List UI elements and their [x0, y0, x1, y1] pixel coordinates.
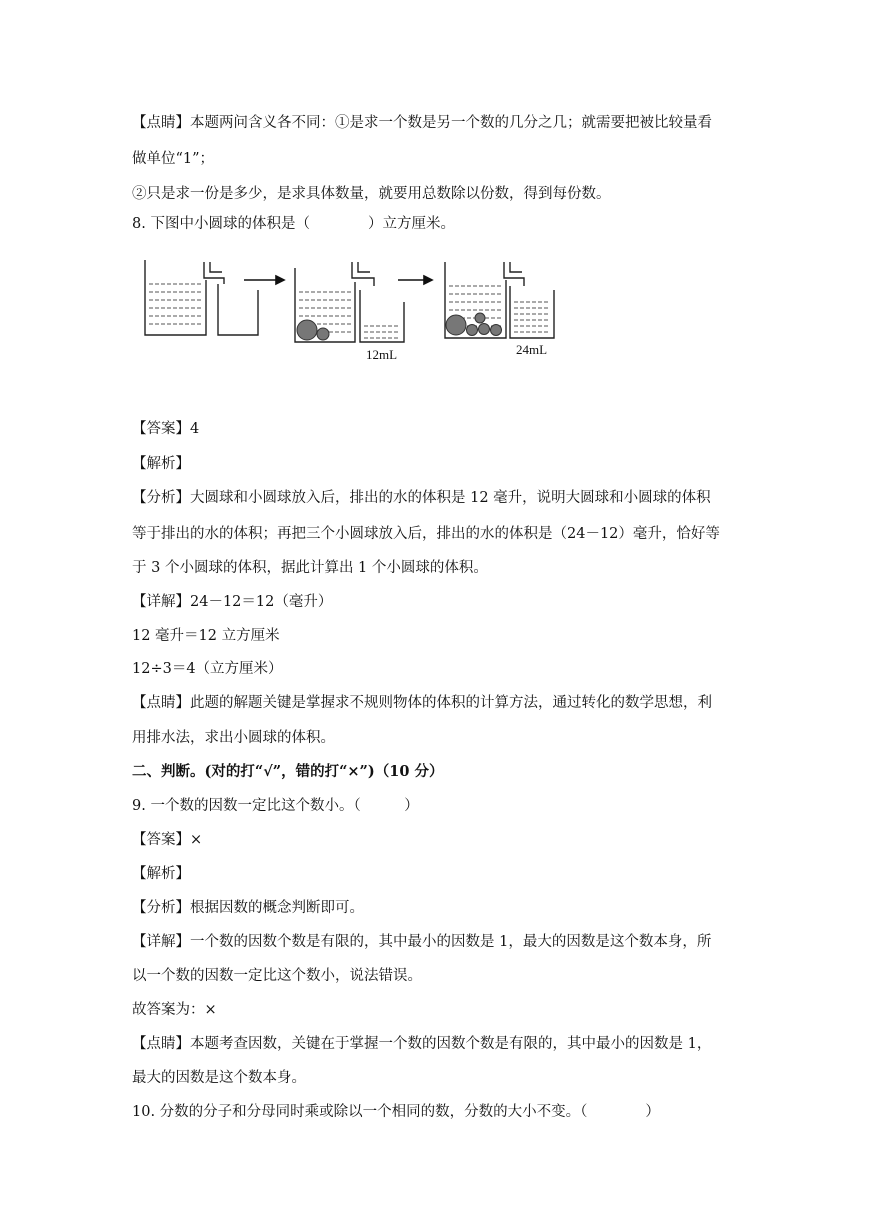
fenxi-9: 【分析】根据因数的概念判断即可。: [132, 900, 364, 916]
question-10: 10. 分数的分子和分母同时乘或除以一个相同的数，分数的大小不变。（ ）: [132, 1104, 660, 1120]
water-displacement-figure: [140, 250, 570, 370]
spout-1-inner: [210, 262, 222, 272]
answer-9-conclusion: 故答案为：×: [132, 1002, 217, 1018]
spout-3-inner: [510, 262, 522, 272]
big-ball-3: [446, 315, 466, 335]
question-8: 8. 下图中小圆球的体积是（ ）立方厘米。: [132, 216, 455, 232]
dianjing-8-line-1: 【点睛】此题的解题关键是掌握求不规则物体的体积的计算方法，通过转化的数学思想，利: [132, 695, 712, 711]
figure-label-24ml: 24mL: [516, 342, 548, 357]
figure-label-12ml: 12mL: [366, 347, 398, 362]
dianjing-line-3: ②只是求一份是多少，是求具体数量，就要用总数除以份数，得到每份数。: [132, 186, 611, 202]
section-2-heading: 二、判断。(对的打“√”，错的打“×”)（10 分）: [132, 763, 444, 780]
small-ball-3b: [479, 324, 490, 335]
spout-3: [504, 262, 524, 286]
jiexi-8: 【解析】: [132, 456, 190, 472]
dianjing-9-line-2: 最大的因数是这个数本身。: [132, 1070, 306, 1086]
dianjing-8-line-2: 用排水法，求出小圆球的体积。: [132, 730, 335, 746]
small-ball-3a: [467, 325, 478, 336]
dianjing-9-line-1: 【点睛】本题考查因数，关键在于掌握一个数的因数个数是有限的，其中最小的因数是 1，: [132, 1036, 712, 1052]
xiangjie-8-line-1: 【详解】24－12＝12（毫升）: [132, 594, 333, 610]
answer-9: 【答案】×: [132, 832, 203, 848]
figure-svg: [140, 250, 570, 370]
small-ball-3c: [475, 313, 485, 323]
dianjing-line-2: 做单位“1”；: [132, 151, 215, 167]
fenxi-8-line-2: 等于排出的水的体积；再把三个小圆球放入后，排出的水的体积是（24－12）毫升，恰好等: [132, 526, 720, 542]
beaker-2: [360, 290, 404, 342]
xiangjie-9-line-1: 【详解】一个数的因数个数是有限的，其中最小的因数是 1，最大的因数是这个数本身，所: [132, 934, 712, 950]
dianjing-line-1: 【点睛】本题两问含义各不同：①是求一个数是另一个数的几分之几；就需要把被比较量看: [132, 115, 712, 131]
arrow-1-head: [276, 276, 284, 284]
beaker-3: [510, 286, 554, 338]
jiexi-9: 【解析】: [132, 866, 190, 882]
beaker-1: [218, 284, 258, 335]
answer-8: 【答案】4: [132, 421, 200, 437]
big-ball-2: [297, 320, 317, 340]
small-ball-2: [317, 328, 329, 340]
spout-2-inner: [358, 262, 370, 272]
arrow-2-head: [424, 276, 432, 284]
fenxi-8-line-3: 于 3 个小圆球的体积，据此计算出 1 个小圆球的体积。: [132, 560, 488, 576]
spout-1: [204, 262, 224, 284]
question-9: 9. 一个数的因数一定比这个数小。（ ）: [132, 798, 419, 814]
xiangjie-8-line-2: 12 毫升＝12 立方厘米: [132, 628, 280, 644]
small-ball-3d: [491, 325, 502, 336]
xiangjie-9-line-2: 以一个数的因数一定比这个数小，说法错误。: [132, 968, 422, 984]
fenxi-8-line-1: 【分析】大圆球和小圆球放入后，排出的水的体积是 12 毫升，说明大圆球和小圆球的体积: [132, 490, 711, 506]
xiangjie-8-line-3: 12÷3＝4（立方厘米）: [132, 661, 283, 677]
